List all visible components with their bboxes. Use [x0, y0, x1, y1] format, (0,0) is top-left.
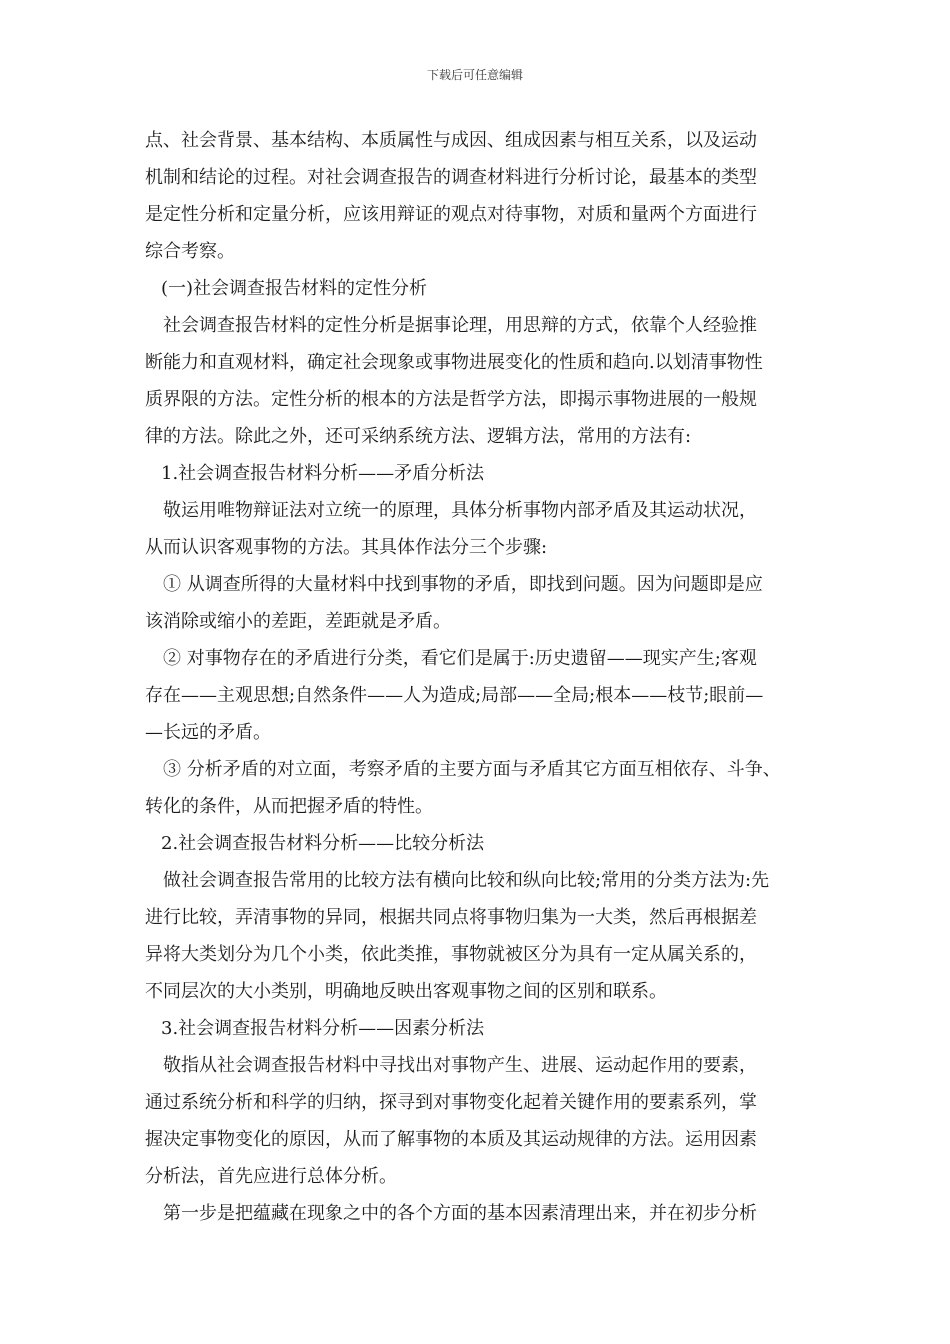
text-line: 1.社会调查报告材料分析——矛盾分析法 — [161, 463, 485, 484]
text-line: 是定性分析和定量分析，应该用辩证的观点对待事物，对质和量两个方面进行 — [145, 204, 757, 225]
text-line: 异将大类划分为几个小类，依此类推，事物就被区分为具有一定从属关系的， — [145, 944, 757, 965]
text-line: 不同层次的大小类别，明确地反映出客观事物之间的区别和联系。 — [145, 981, 667, 1002]
document-body — [145, 122, 805, 1232]
text-line: ① 从调查所得的大量材料中找到事物的矛盾，即找到问题。因为问题即是应 — [163, 574, 763, 595]
text-line: 进行比较，弄清事物的异同，根据共同点将事物归集为一大类，然后再根据差 — [145, 907, 757, 928]
text-line: 3.社会调查报告材料分析——因素分析法 — [161, 1018, 485, 1039]
text-line: 机制和结论的过程。对社会调查报告的调查材料进行分析讨论，最基本的类型 — [145, 167, 757, 188]
text-line: ③ 分析矛盾的对立面，考察矛盾的主要方面与矛盾其它方面互相依存、斗争、 — [163, 759, 781, 780]
text-line: 从而认识客观事物的方法。其具体作法分三个步骤: — [145, 537, 548, 558]
text-line: 该消除或缩小的差距，差距就是矛盾。 — [145, 611, 451, 632]
text-line: 敬指从社会调查报告材料中寻找出对事物产生、进展、运动起作用的要素， — [163, 1055, 757, 1076]
text-line: 2.社会调查报告材料分析——比较分析法 — [161, 833, 485, 854]
text-line: 律的方法。除此之外，还可采纳系统方法、逻辑方法，常用的方法有: — [145, 426, 692, 447]
text-line: (一)社会调查报告材料的定性分析 — [161, 278, 428, 299]
text-line: 分析法，首先应进行总体分析。 — [145, 1166, 397, 1187]
text-line: 存在——主观思想;自然条件——人为造成;局部——全局;根本——枝节;眼前— — [145, 685, 764, 706]
text-line: 转化的条件，从而把握矛盾的特性。 — [145, 796, 433, 817]
text-line: 做社会调查报告常用的比较方法有横向比较和纵向比较;常用的分类方法为:先 — [163, 870, 770, 891]
page-header: 下载后可任意编辑 — [426, 68, 523, 82]
text-line: 第一步是把蕴藏在现象之中的各个方面的基本因素清理出来，并在初步分析 — [163, 1203, 757, 1224]
text-line: 通过系统分析和科学的归纳，探寻到对事物变化起着关键作用的要素系列，掌 — [145, 1092, 757, 1113]
text-line: 综合考察。 — [145, 241, 235, 262]
text-line: ② 对事物存在的矛盾进行分类，看它们是属于:历史遗留——现实产生;客观 — [163, 648, 757, 669]
text-line: 点、社会背景、基本结构、本质属性与成因、组成因素与相互关系，以及运动 — [145, 130, 757, 151]
text-line: 质界限的方法。定性分析的根本的方法是哲学方法，即揭示事物进展的一般规 — [145, 389, 757, 410]
text-line: —长远的矛盾。 — [145, 722, 271, 743]
text-line: 社会调查报告材料的定性分析是据事论理，用思辩的方式，依靠个人经验推 — [163, 315, 757, 336]
text-line: 敬运用唯物辩证法对立统一的原理，具体分析事物内部矛盾及其运动状况， — [163, 500, 757, 521]
text-line: 断能力和直观材料，确定社会现象或事物进展变化的性质和趋向.以划清事物性 — [145, 352, 763, 373]
text-line: 握决定事物变化的原因，从而了解事物的本质及其运动规律的方法。运用因素 — [145, 1129, 757, 1150]
